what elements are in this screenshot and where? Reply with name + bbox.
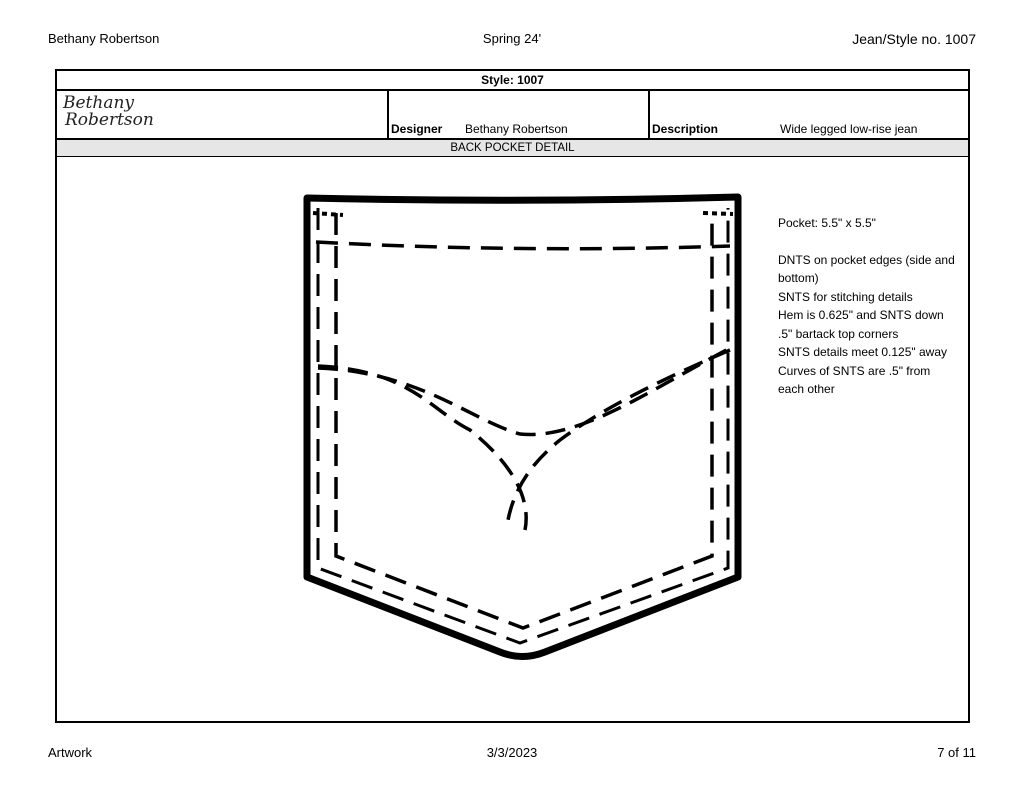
- style-title: Style: 1007: [57, 71, 968, 91]
- note-line: Hem is 0.625" and SNTS down: [778, 308, 944, 322]
- logo-line-1: Bethany: [63, 93, 135, 113]
- bartack-left: [313, 213, 343, 215]
- spec-notes: [778, 214, 968, 399]
- header-style-number: Jean/Style no. 1007: [852, 31, 976, 47]
- note-line: each other: [778, 382, 835, 396]
- section-title: BACK POCKET DETAIL: [57, 140, 968, 157]
- note-line: Curves of SNTS are .5" from: [778, 363, 931, 378]
- note-line: .5" bartack top corners: [778, 326, 899, 341]
- footer-date: 3/3/2023: [486, 745, 538, 760]
- header-designer-name: Bethany Robertson: [48, 31, 160, 46]
- note-line: bottom): [778, 271, 819, 285]
- description-label: Description: [652, 122, 719, 136]
- bartack-right: [703, 213, 733, 214]
- note-line: SNTS details meet 0.125" away: [778, 345, 948, 359]
- designer-label: Designer: [391, 122, 443, 136]
- note-line: DNTS on pocket edges (side and: [778, 252, 955, 267]
- inner-stitch-line: [336, 213, 712, 628]
- decor-stitch-loop: [508, 350, 730, 520]
- designer-value: Bethany Robertson: [465, 122, 568, 136]
- footer-section: Artwork: [48, 745, 93, 760]
- decor-stitch-upper: [318, 348, 730, 434]
- description-value: Wide legged low-rise jean: [780, 122, 918, 136]
- footer-page-number: 7 of 11: [937, 745, 976, 760]
- outer-stitch-line: [318, 208, 728, 643]
- note-pocket-size: Pocket: 5.5" x 5.5": [778, 216, 876, 230]
- header-season: Spring 24': [482, 31, 542, 46]
- hem-stitch-line: [316, 242, 730, 249]
- logo-line-2: Robertson: [65, 110, 154, 130]
- note-line: SNTS for stitching details: [778, 289, 913, 304]
